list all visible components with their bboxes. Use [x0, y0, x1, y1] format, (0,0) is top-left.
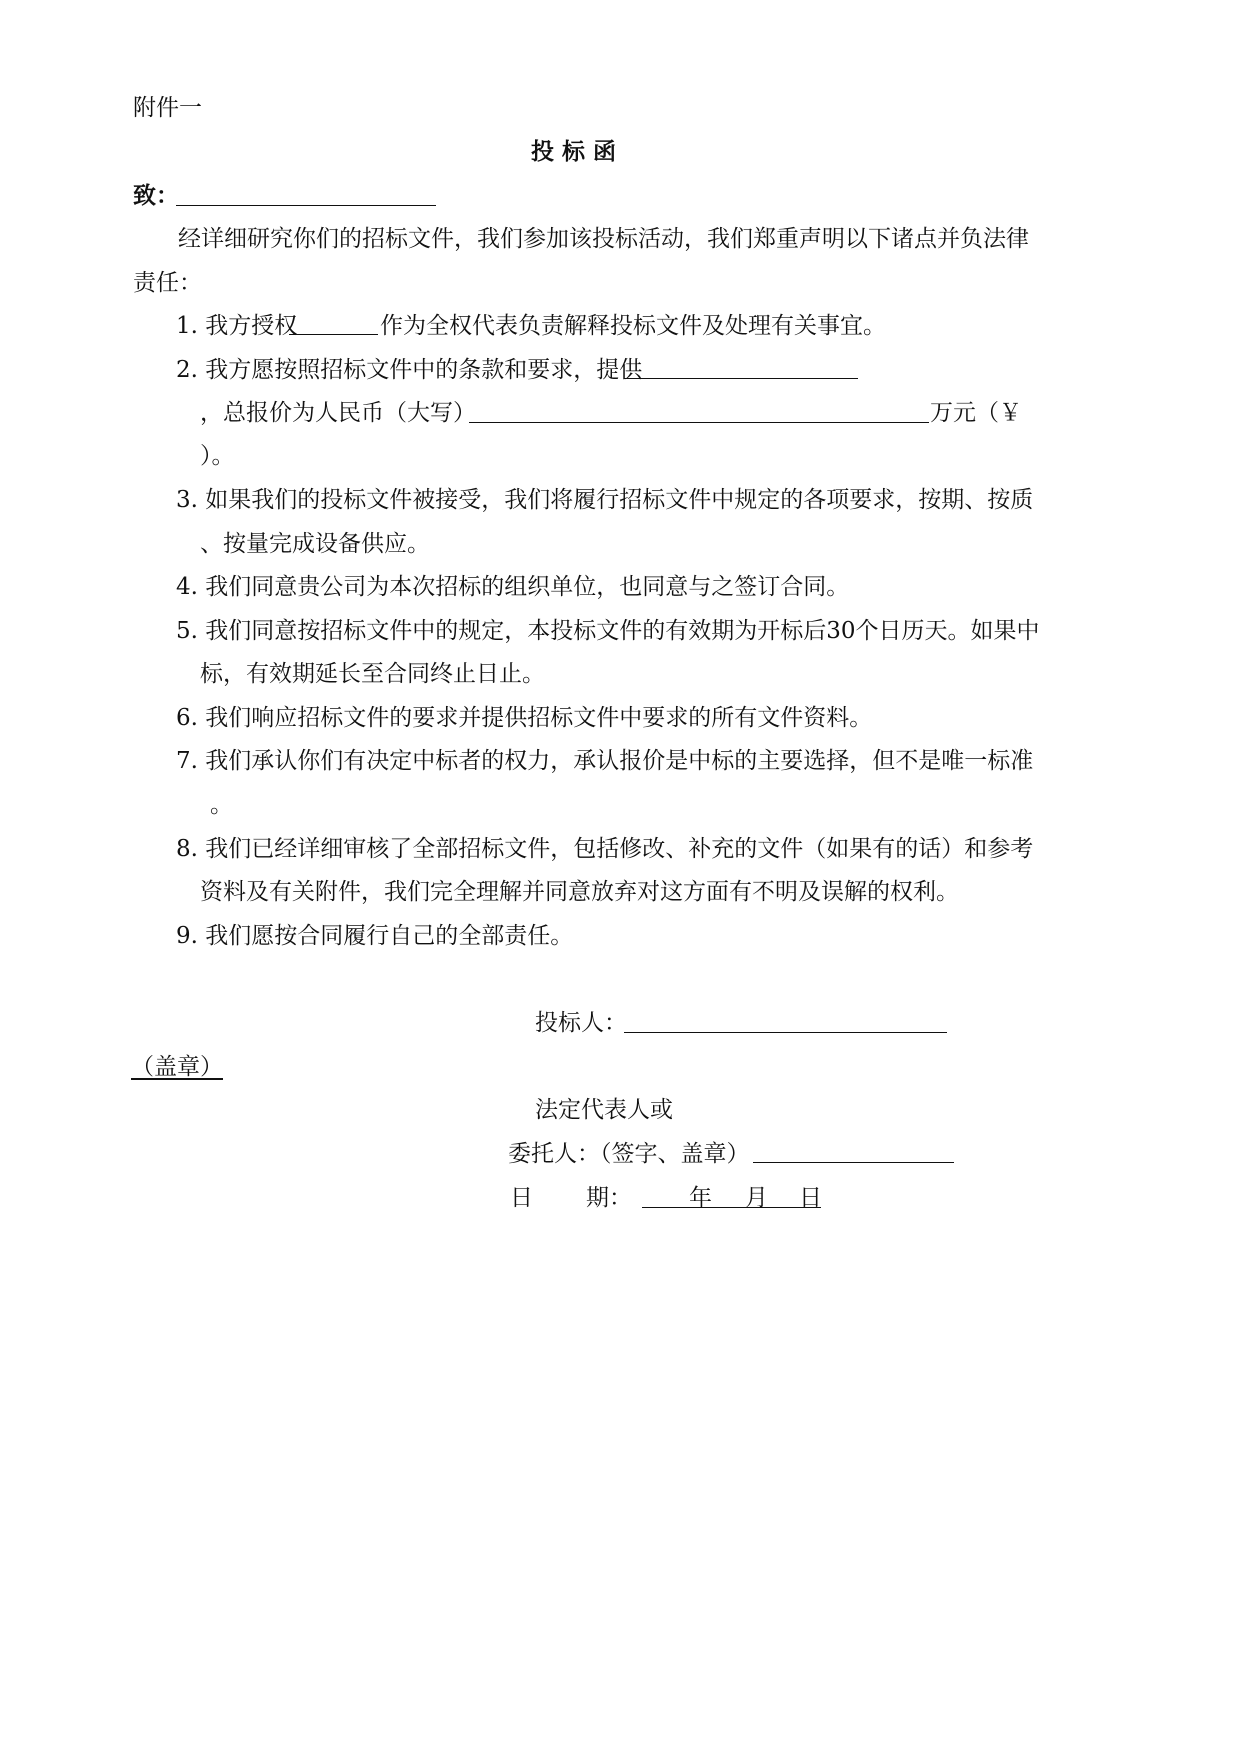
item-7-line-1: 7. 我们承认你们有决定中标者的权力，承认报价是中标的主要选择，但不是唯一标准 — [176, 748, 1034, 774]
item-5-line-1: 5. 我们同意按招标文件中的规定，本投标文件的有效期为开标后30个日历天。如果中 — [176, 618, 1040, 644]
date-blank-line — [642, 1207, 821, 1208]
document-title: 投 标 函 — [531, 138, 617, 165]
item-8-line-2: 资料及有关附件，我们完全理解并同意放弃对这方面有不明及误解的权利。 — [200, 879, 959, 905]
item-2-goods-blank-line — [624, 378, 858, 379]
legal-representative-label: 法定代表人或 — [535, 1097, 673, 1123]
item-2-line-1: 2. 我方愿按照招标文件中的条款和要求，提供 — [176, 357, 643, 383]
addressee-blank-line — [176, 205, 436, 206]
item-7-line-2: 。 — [210, 792, 233, 818]
bidder-blank-line — [624, 1032, 947, 1033]
agent-label: 委托人：（签字、盖章） — [508, 1141, 750, 1167]
date-label-part-1: 日 — [510, 1185, 533, 1211]
item-8-line-1: 8. 我们已经详细审核了全部招标文件，包括修改、补充的文件（如果有的话）和参考 — [176, 836, 1034, 862]
bidder-label: 投标人： — [535, 1010, 627, 1036]
agent-signature-blank-line — [753, 1162, 954, 1163]
intro-line-2: 责任： — [133, 270, 202, 296]
item-1-prefix: 1. 我方授权 — [176, 313, 298, 339]
item-9: 9. 我们愿按合同履行自己的全部责任。 — [176, 923, 574, 949]
item-2-closing-paren: ）。 — [200, 443, 235, 469]
date-month-label: 月 — [745, 1185, 768, 1211]
item-2-total-price-label: ，总报价为人民币（大写） — [200, 400, 476, 426]
seal-label: （盖章） — [131, 1054, 223, 1080]
item-3-line-2: 、按量完成设备供应。 — [200, 531, 430, 557]
item-2-unit-label: 万元（￥ — [930, 400, 1022, 426]
date-day-label: 日 — [799, 1185, 822, 1211]
item-1-suffix: 作为全权代表负责解释投标文件及处理有关事宜。 — [380, 313, 886, 339]
date-year-label: 年 — [689, 1185, 712, 1211]
item-3-line-1: 3. 如果我们的投标文件被接受，我们将履行招标文件中规定的各项要求，按期、按质 — [176, 487, 1034, 513]
item-2-amount-blank-line — [469, 422, 929, 423]
item-1-blank-line — [289, 334, 378, 335]
item-4: 4. 我们同意贵公司为本次招标的组织单位，也同意与之签订合同。 — [176, 574, 850, 600]
attachment-label: 附件一 — [133, 95, 202, 121]
date-label-part-2: 期： — [586, 1185, 632, 1211]
intro-line-1: 经详细研究你们的招标文件，我们参加该投标活动，我们郑重声明以下诸点并负法律 — [178, 226, 1029, 252]
item-5-line-2: 标，有效期延长至合同终止日止。 — [200, 661, 545, 687]
addressee-label: 致： — [133, 182, 179, 209]
item-6: 6. 我们响应招标文件的要求并提供招标文件中要求的所有文件资料。 — [176, 705, 873, 731]
